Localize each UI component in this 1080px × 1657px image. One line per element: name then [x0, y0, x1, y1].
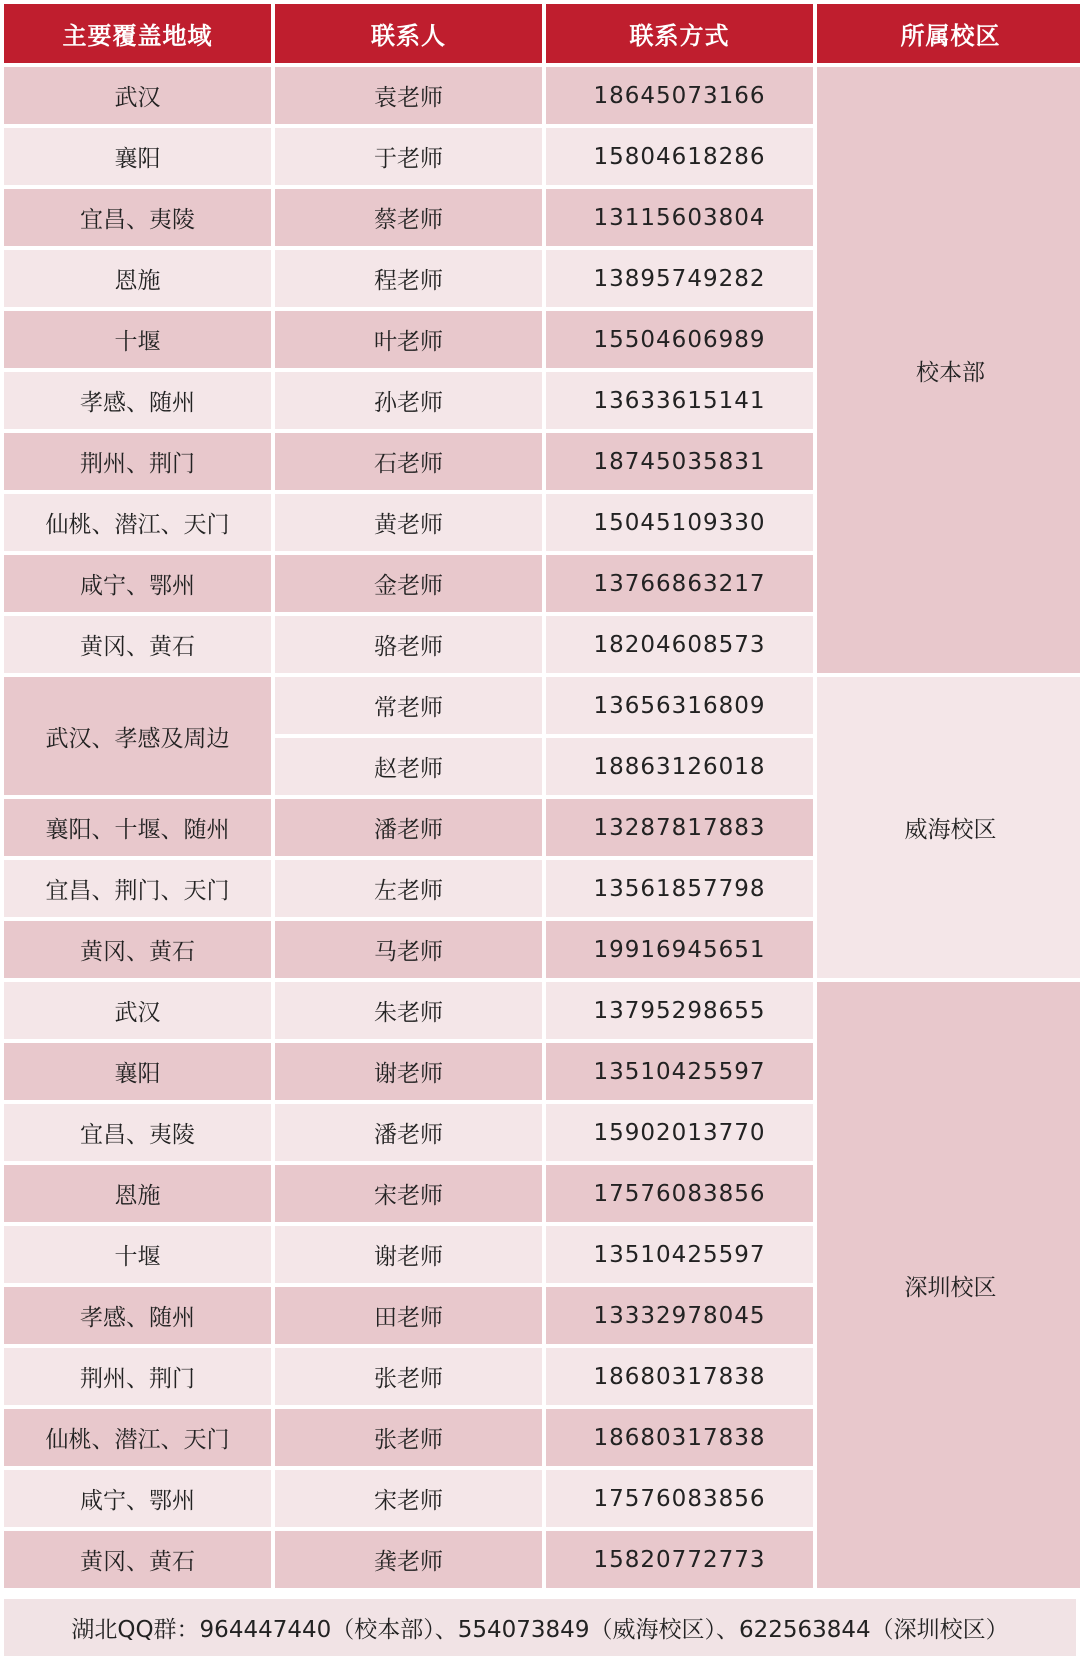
phone-cell[interactable]: 18645073166	[546, 67, 813, 124]
phone-cell[interactable]: 13287817883	[546, 799, 813, 856]
table-header	[4, 4, 1080, 63]
header-region: 主要覆盖地域	[4, 4, 271, 63]
phone-cell[interactable]: 15820772773	[546, 1531, 813, 1588]
region-cell: 武汉、孝感及周边	[4, 677, 271, 795]
region-cell: 荆州、荆门	[4, 1348, 271, 1405]
contact-cell: 孙老师	[275, 372, 542, 429]
region-cell: 仙桃、潜江、天门	[4, 494, 271, 551]
contact-cell: 田老师	[275, 1287, 542, 1344]
region-cell: 宜昌、夷陵	[4, 1104, 271, 1161]
contact-cell: 金老师	[275, 555, 542, 612]
phone-cell[interactable]: 17576083856	[546, 1470, 813, 1527]
phone-cell[interactable]: 13115603804	[546, 189, 813, 246]
contact-cell: 常老师	[275, 677, 542, 734]
region-cell: 宜昌、荆门、天门	[4, 860, 271, 917]
table-row	[4, 982, 1080, 1039]
phone-cell[interactable]: 13633615141	[546, 372, 813, 429]
phone-cell[interactable]: 13332978045	[546, 1287, 813, 1344]
contact-cell: 张老师	[275, 1409, 542, 1466]
contact-cell: 朱老师	[275, 982, 542, 1039]
phone-cell[interactable]: 19916945651	[546, 921, 813, 978]
phone-cell[interactable]: 13510425597	[546, 1043, 813, 1100]
phone-cell[interactable]: 15045109330	[546, 494, 813, 551]
contact-cell: 石老师	[275, 433, 542, 490]
contact-cell: 谢老师	[275, 1043, 542, 1100]
phone-cell[interactable]: 13561857798	[546, 860, 813, 917]
contact-cell: 赵老师	[275, 738, 542, 795]
qq-group-footer	[4, 1599, 1076, 1656]
campus-cell-main: 校本部	[817, 67, 1080, 673]
phone-cell[interactable]: 13766863217	[546, 555, 813, 612]
phone-cell[interactable]: 15902013770	[546, 1104, 813, 1161]
header-row	[4, 4, 1080, 63]
contact-cell: 宋老师	[275, 1470, 542, 1527]
contact-cell: 于老师	[275, 128, 542, 185]
region-cell: 黄冈、黄石	[4, 921, 271, 978]
phone-cell[interactable]: 18204608573	[546, 616, 813, 673]
campus-cell-shenzhen: 深圳校区	[817, 982, 1080, 1588]
contact-cell: 程老师	[275, 250, 542, 307]
phone-cell[interactable]: 18863126018	[546, 738, 813, 795]
region-cell: 咸宁、鄂州	[4, 555, 271, 612]
table-row	[4, 67, 1080, 124]
region-cell: 黄冈、黄石	[4, 616, 271, 673]
qq-group-text: 湖北QQ群：964447440（校本部）、554073849（威海校区）、622563844（深圳校区）	[71, 1617, 1009, 1643]
region-cell: 武汉	[4, 67, 271, 124]
phone-cell[interactable]: 15504606989	[546, 311, 813, 368]
contact-cell: 龚老师	[275, 1531, 542, 1588]
region-cell: 咸宁、鄂州	[4, 1470, 271, 1527]
region-cell: 武汉	[4, 982, 271, 1039]
phone-cell[interactable]: 13895749282	[546, 250, 813, 307]
phone-cell[interactable]: 15804618286	[546, 128, 813, 185]
contact-cell: 潘老师	[275, 799, 542, 856]
contact-cell: 左老师	[275, 860, 542, 917]
contact-cell: 黄老师	[275, 494, 542, 551]
region-cell: 襄阳	[4, 1043, 271, 1100]
campus-cell-weihai: 威海校区	[817, 677, 1080, 978]
contact-cell: 潘老师	[275, 1104, 542, 1161]
phone-cell[interactable]: 13510425597	[546, 1226, 813, 1283]
phone-cell[interactable]: 18680317838	[546, 1348, 813, 1405]
region-cell: 恩施	[4, 1165, 271, 1222]
region-cell: 黄冈、黄石	[4, 1531, 271, 1588]
contact-cell: 袁老师	[275, 67, 542, 124]
phone-cell[interactable]: 17576083856	[546, 1165, 813, 1222]
region-cell: 孝感、随州	[4, 372, 271, 429]
phone-cell[interactable]: 18745035831	[546, 433, 813, 490]
region-cell: 十堰	[4, 1226, 271, 1283]
phone-cell[interactable]: 18680317838	[546, 1409, 813, 1466]
region-cell: 宜昌、夷陵	[4, 189, 271, 246]
region-cell: 十堰	[4, 311, 271, 368]
region-cell: 荆州、荆门	[4, 433, 271, 490]
header-campus: 所属校区	[817, 4, 1080, 63]
table-body	[4, 67, 1080, 1588]
contact-cell: 骆老师	[275, 616, 542, 673]
contact-cell: 谢老师	[275, 1226, 542, 1283]
contact-cell: 叶老师	[275, 311, 542, 368]
region-cell: 襄阳	[4, 128, 271, 185]
region-cell: 襄阳、十堰、随州	[4, 799, 271, 856]
contact-cell: 宋老师	[275, 1165, 542, 1222]
region-cell: 仙桃、潜江、天门	[4, 1409, 271, 1466]
contact-cell: 马老师	[275, 921, 542, 978]
table-row	[4, 677, 1080, 734]
phone-cell[interactable]: 13795298655	[546, 982, 813, 1039]
phone-cell[interactable]: 13656316809	[546, 677, 813, 734]
contact-cell: 张老师	[275, 1348, 542, 1405]
region-cell: 恩施	[4, 250, 271, 307]
contact-cell: 蔡老师	[275, 189, 542, 246]
header-contact: 联系人	[275, 4, 542, 63]
region-cell: 孝感、随州	[4, 1287, 271, 1344]
header-phone: 联系方式	[546, 4, 813, 63]
